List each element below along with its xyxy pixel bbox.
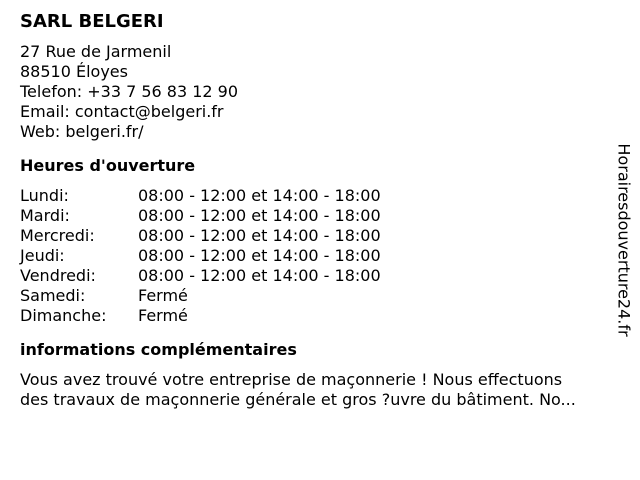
phone-line: Telefon: +33 7 56 83 12 90 [20,82,239,101]
additional-info-title: informations complémentaires [20,340,297,359]
site-watermark [612,135,636,345]
hours-day: Vendredi: [20,266,96,285]
hours-time: Fermé [138,306,188,325]
address-line-2: 88510 Éloyes [20,62,128,81]
hours-day: Samedi: [20,286,86,305]
hours-day: Dimanche: [20,306,107,325]
hours-row-monday [20,186,610,206]
email-line: Email: contact@belgeri.fr [20,102,224,121]
listing-content [20,10,610,410]
address-line-1: 27 Rue de Jarmenil [20,42,172,61]
hours-time: 08:00 - 12:00 et 14:00 - 18:00 [138,206,381,225]
additional-info-line-2: des travaux de maçonnerie générale et gros ?uvre du bâtiment. No... [20,390,576,409]
additional-info-line-1: Vous avez trouvé votre entreprise de maçonnerie ! Nous effectuons [20,370,563,389]
hours-day: Mercredi: [20,226,95,245]
web-line: Web: belgeri.fr/ [20,122,144,141]
hours-time: 08:00 - 12:00 et 14:00 - 18:00 [138,186,381,205]
hours-row-friday [20,266,610,286]
hours-time: 08:00 - 12:00 et 14:00 - 18:00 [138,266,381,285]
site-watermark-text: Horairesdouverture24.fr [615,143,635,337]
hours-time: Fermé [138,286,188,305]
opening-hours-table [20,186,610,326]
hours-day: Jeudi: [20,246,65,265]
hours-row-sunday [20,306,610,326]
business-name: SARL BELGERI [20,11,164,32]
hours-day: Mardi: [20,206,70,225]
hours-time: 08:00 - 12:00 et 14:00 - 18:00 [138,226,381,245]
hours-row-wednesday [20,226,610,246]
opening-hours-title: Heures d'ouverture [20,156,196,175]
hours-row-saturday [20,286,610,306]
hours-row-thursday [20,246,610,266]
hours-day: Lundi: [20,186,69,205]
hours-time: 08:00 - 12:00 et 14:00 - 18:00 [138,246,381,265]
hours-row-tuesday [20,206,610,226]
